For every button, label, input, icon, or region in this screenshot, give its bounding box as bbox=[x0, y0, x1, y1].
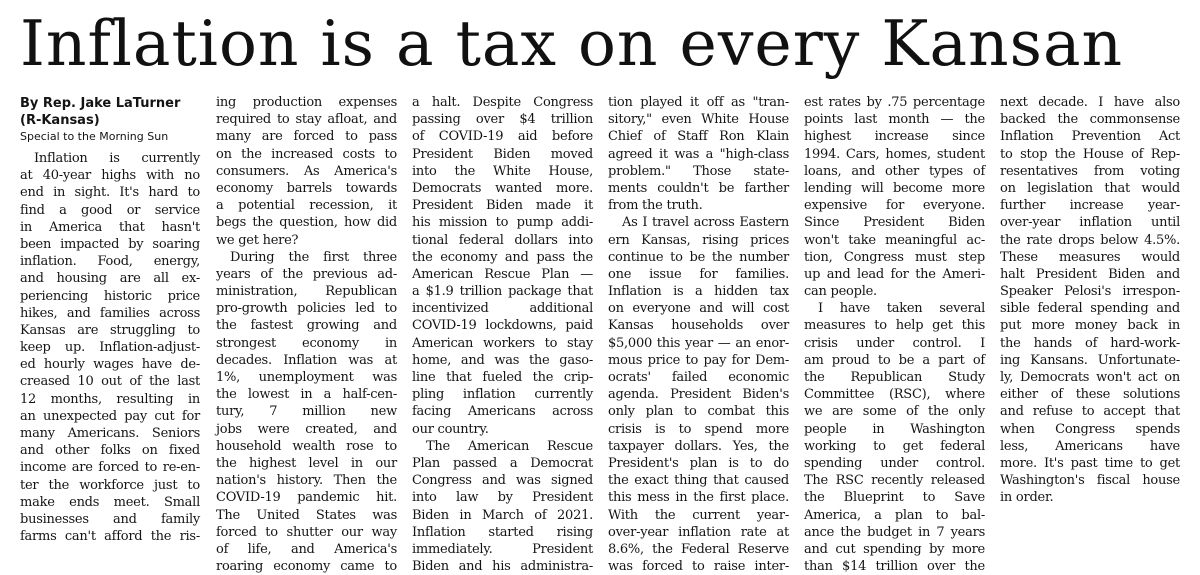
text-line: into law by President bbox=[412, 490, 593, 506]
text-line: problem." Those state- bbox=[608, 163, 789, 179]
text-line: an unexpected pay cut for bbox=[20, 408, 200, 424]
text-line: President Biden moved bbox=[412, 146, 593, 162]
text-line: a potential recession, it bbox=[216, 198, 397, 214]
text-line: ern Kansas, rising prices bbox=[608, 232, 789, 248]
text-line: 1%, unemployment was bbox=[216, 370, 397, 385]
text-line: the Blueprint to Save bbox=[804, 490, 985, 506]
column-1 bbox=[20, 94, 200, 545]
text-line: Inflation started rising bbox=[412, 524, 593, 540]
text-line: Chief of Staff Ron Klain bbox=[608, 129, 789, 145]
text-line: household wealth rose to bbox=[216, 438, 397, 454]
text-line: COVID-19 lockdowns, paid bbox=[412, 318, 593, 334]
text-line: his mission to pump addi- bbox=[412, 215, 593, 231]
text-line: many Americans. Seniors bbox=[20, 426, 200, 441]
text-line: Biden and his administra- bbox=[412, 559, 593, 575]
text-line: people in Washington bbox=[804, 421, 985, 437]
text-line: was forced to raise inter- bbox=[608, 559, 789, 575]
text-line: to stop the House of Rep- bbox=[1000, 146, 1180, 162]
text-line: ance the budget in 7 years bbox=[804, 524, 985, 540]
text-line: periencing historic price bbox=[20, 288, 200, 304]
text-line: this mess in the first place. bbox=[608, 490, 789, 506]
text-line: ed hourly wages have de- bbox=[20, 357, 200, 373]
text-line: farms can't afford the ris- bbox=[20, 529, 200, 545]
text-line: the fastest growing and bbox=[216, 318, 397, 334]
text-line: Kansas households over bbox=[608, 318, 789, 334]
text-line: more. It's past time to get bbox=[1000, 455, 1180, 471]
text-line: from the truth. bbox=[608, 198, 703, 214]
text-line: our country. bbox=[412, 421, 489, 437]
text-line: further increase year- bbox=[1000, 198, 1180, 214]
text-line: and housing are all ex- bbox=[20, 271, 200, 287]
text-line: the Republican Study bbox=[804, 370, 985, 385]
text-line: Inflation is currently bbox=[34, 151, 200, 166]
text-line: the highest level in our bbox=[216, 455, 397, 471]
text-line: 12 months, resulting in bbox=[20, 391, 200, 407]
text-line: the economy and pass the bbox=[412, 249, 593, 265]
text-line: President's plan is to do bbox=[608, 455, 789, 471]
text-line: inflation. Food, energy, bbox=[20, 254, 200, 270]
text-line: roaring economy came to bbox=[216, 559, 397, 575]
text-line: pling inflation currently bbox=[412, 387, 593, 403]
text-line: As I travel across Eastern bbox=[622, 215, 789, 231]
text-line: COVID-19 pandemic hit. bbox=[216, 490, 397, 506]
text-line: up and lead for the Ameri- bbox=[804, 266, 985, 282]
text-line: many are forced to pass bbox=[216, 129, 397, 145]
text-line: ing Kansans. Unfortunate- bbox=[1000, 352, 1180, 368]
text-line: the lowest in a half-cen- bbox=[216, 387, 397, 403]
text-line: ments couldn't be farther bbox=[608, 180, 789, 196]
text-line: in America that hasn't bbox=[20, 219, 200, 235]
text-line: over-year inflation rate at bbox=[608, 524, 789, 540]
text-line: decades. Inflation was at bbox=[216, 352, 397, 368]
text-line: Speaker Pelosi's irrespon- bbox=[1000, 284, 1180, 300]
column-3 bbox=[412, 94, 593, 575]
text-line: keep up. Inflation-adjust- bbox=[20, 340, 200, 356]
text-line: Democrats wanted more. bbox=[412, 180, 593, 196]
text-line: The RSC recently released bbox=[804, 473, 985, 489]
text-line: crisis under control. I bbox=[804, 335, 985, 351]
text-line: jobs were created, and bbox=[216, 421, 397, 437]
text-line: loans, and other types of bbox=[804, 163, 985, 179]
text-line: tion played it off as "tran- bbox=[608, 95, 789, 110]
text-line: With the current year- bbox=[608, 507, 789, 523]
text-line: crisis is to spend more bbox=[608, 421, 789, 437]
text-line: been impacted by soaring bbox=[20, 236, 200, 252]
text-line: begs the question, how did bbox=[216, 215, 397, 231]
text-line: agreed it was a "high-class bbox=[608, 146, 789, 162]
text-line: the hands of hard-work- bbox=[1000, 335, 1180, 351]
text-line: of COVID-19 aid before bbox=[412, 129, 593, 145]
text-line: tury, 7 million new bbox=[216, 404, 397, 420]
text-line: taxpayer dollars. Yes, the bbox=[608, 438, 789, 454]
text-line: nation's history. Then the bbox=[216, 473, 397, 489]
text-line: won't take meaningful ac- bbox=[804, 232, 985, 248]
text-line: years of the previous ad- bbox=[216, 266, 397, 282]
text-line: Inflation Prevention Act bbox=[1000, 129, 1180, 145]
headline: Inflation is a tax on every Kansan bbox=[20, 7, 1124, 80]
text-line: either of these solutions bbox=[1000, 387, 1180, 403]
text-line: $5,000 this year — an enor- bbox=[608, 335, 789, 351]
text-line: ing production expenses bbox=[216, 95, 397, 110]
text-line: a halt. Despite Congress bbox=[412, 95, 593, 110]
text-line: over-year inflation until bbox=[1000, 215, 1180, 231]
text-line: Washington's fiscal house bbox=[1000, 473, 1180, 489]
text-line: Committee (RSC), where bbox=[804, 387, 985, 403]
text-line: lending will become more bbox=[804, 180, 985, 196]
text-line: we are some of the only bbox=[804, 404, 985, 420]
text-line: when Congress spends bbox=[1000, 421, 1180, 437]
column-2 bbox=[216, 94, 397, 575]
text-line: mous price to pay for Dem- bbox=[608, 352, 789, 368]
text-line: a $1.9 trillion package that bbox=[412, 284, 593, 300]
text-line: America, a plan to bal- bbox=[804, 507, 985, 523]
text-line: President Biden made it bbox=[412, 198, 593, 214]
text-line: agenda. President Biden's bbox=[608, 387, 789, 403]
text-line: strongest economy in bbox=[216, 335, 397, 351]
text-line: resentatives from voting bbox=[1000, 163, 1180, 179]
text-line: Biden in March of 2021. bbox=[412, 507, 593, 523]
text-line: I have taken several bbox=[818, 301, 985, 317]
text-line: passing over $4 trillion bbox=[412, 112, 593, 128]
text-line: in order. bbox=[1000, 490, 1054, 506]
text-line: on the increased costs to bbox=[216, 146, 397, 162]
text-line: the exact thing that caused bbox=[608, 473, 789, 489]
text-line: line that fueled the crip- bbox=[412, 370, 593, 385]
text-line: sible federal spending and bbox=[1000, 301, 1180, 317]
text-line: points last month — the bbox=[804, 112, 985, 128]
text-line: put more money back in bbox=[1000, 318, 1180, 334]
text-line: consumers. As America's bbox=[216, 163, 397, 179]
text-line: than $14 trillion over the bbox=[804, 559, 985, 575]
text-line: Congress and was signed bbox=[412, 473, 593, 489]
text-line: end in sight. It's hard to bbox=[20, 185, 200, 201]
text-line: we get here? bbox=[216, 232, 299, 248]
text-line: and other folks on fixed bbox=[20, 443, 200, 459]
text-line: required to stay afloat, and bbox=[216, 112, 397, 128]
text-line: the rate drops below 4.5%. bbox=[1000, 232, 1180, 248]
text-line: on everyone and will cost bbox=[608, 301, 789, 317]
text-line: of life, and America's bbox=[216, 541, 397, 557]
text-line: businesses and family bbox=[20, 511, 200, 527]
text-line: halt President Biden and bbox=[1000, 266, 1180, 282]
text-line: pro-growth policies led to bbox=[216, 301, 397, 317]
text-line: During the first three bbox=[230, 249, 397, 265]
text-line: American workers to stay bbox=[412, 335, 593, 351]
text-line: hikes, and families across bbox=[20, 305, 200, 321]
text-line: home, and was the gaso- bbox=[412, 352, 593, 368]
text-line: Inflation is a hidden tax bbox=[608, 284, 789, 300]
text-line: backed the commonsense bbox=[1000, 112, 1180, 128]
text-line: am proud to be a part of bbox=[804, 352, 985, 368]
text-line: at 40-year highs with no bbox=[20, 168, 200, 184]
column-5 bbox=[804, 94, 985, 575]
text-line: The United States was bbox=[216, 507, 397, 523]
text-line: est rates by .75 percentage bbox=[804, 95, 985, 110]
text-line: immediately. President bbox=[412, 541, 593, 557]
text-line: can people. bbox=[804, 284, 877, 300]
text-line: tion, Congress must step bbox=[804, 249, 985, 265]
text-line: continue to be the number bbox=[608, 249, 789, 265]
text-line: make ends meet. Small bbox=[20, 494, 200, 510]
text-line: ter the workforce just to bbox=[20, 477, 200, 493]
byline-name: By Rep. Jake LaTurner bbox=[20, 96, 181, 111]
text-line: ly, Democrats won't act on bbox=[1000, 370, 1180, 385]
text-line: and cut spending by more bbox=[804, 541, 985, 557]
text-line: tional federal dollars into bbox=[412, 232, 593, 248]
text-line: Since President Biden bbox=[804, 215, 985, 231]
text-line: one issue for families. bbox=[608, 266, 789, 282]
text-line: and refuse to accept that bbox=[1000, 404, 1180, 420]
byline-affiliation: (R-Kansas) bbox=[20, 113, 100, 128]
text-line: Kansas are struggling to bbox=[20, 322, 200, 338]
text-line: on legislation that would bbox=[1000, 180, 1180, 196]
text-line: ministration, Republican bbox=[216, 284, 397, 300]
text-line: 1994. Cars, homes, student bbox=[804, 146, 985, 162]
text-line: sitory," even White House bbox=[608, 112, 789, 128]
column-6 bbox=[1000, 94, 1180, 540]
text-line: into the White House, bbox=[412, 163, 593, 179]
text-line: Plan passed a Democrat bbox=[412, 455, 593, 471]
text-line: ocrats' failed economic bbox=[608, 370, 789, 385]
text-line: highest increase since bbox=[804, 129, 985, 145]
text-line: find a good or service bbox=[20, 202, 200, 218]
text-line: expensive for everyone. bbox=[804, 198, 985, 214]
text-line: The American Rescue bbox=[426, 438, 593, 454]
text-line: economy barrels towards bbox=[216, 180, 397, 196]
text-line: 8.6%, the Federal Reserve bbox=[608, 541, 789, 557]
text-line: income are forced to re-en- bbox=[20, 460, 200, 476]
text-line: less, Americans have bbox=[1000, 438, 1180, 454]
text-line: American Rescue Plan — bbox=[412, 266, 593, 282]
text-line: working to get federal bbox=[804, 438, 985, 454]
byline-credit: Special to the Morning Sun bbox=[20, 130, 169, 143]
text-line: measures to help get this bbox=[804, 318, 985, 334]
text-line: spending under control. bbox=[804, 455, 985, 471]
text-line: only plan to combat this bbox=[608, 404, 789, 420]
text-line: creased 10 out of the last bbox=[20, 374, 200, 390]
text-line: forced to shutter our way bbox=[216, 524, 397, 540]
text-line: These measures would bbox=[1000, 249, 1180, 265]
text-line: facing Americans across bbox=[412, 404, 593, 420]
text-line: next decade. I have also bbox=[1000, 95, 1180, 110]
text-line: incentivized additional bbox=[412, 301, 593, 317]
column-4 bbox=[608, 94, 789, 575]
